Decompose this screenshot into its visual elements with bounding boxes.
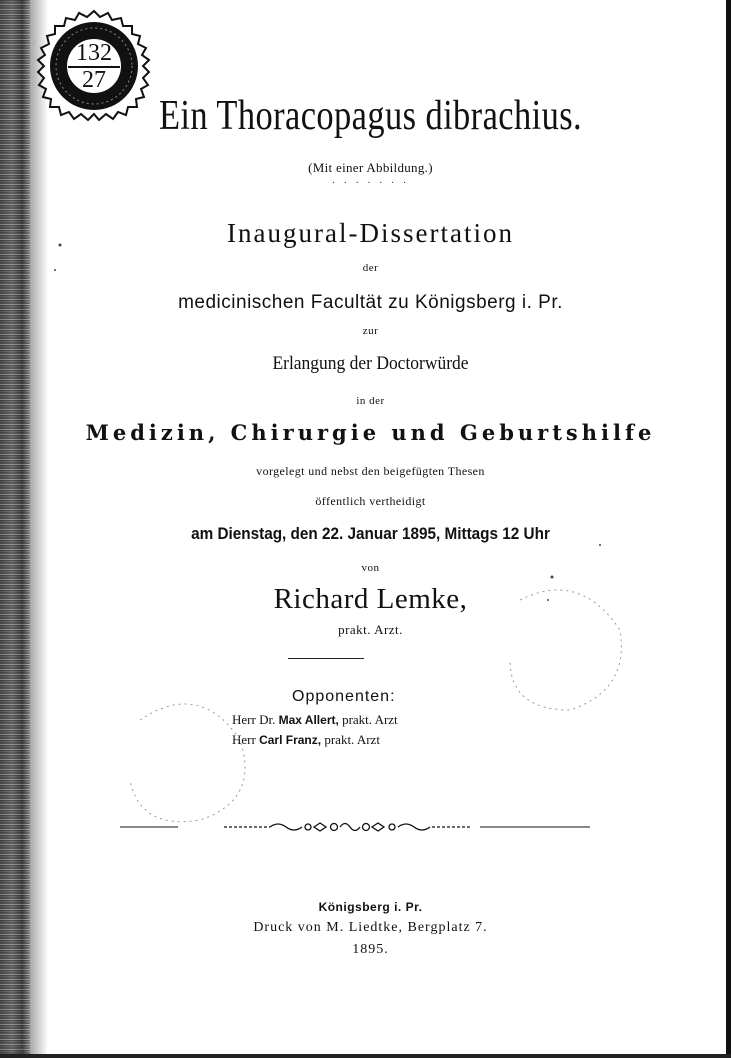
faculty-line: medicinischen Facultät zu Königsberg i. Pr. xyxy=(178,292,563,313)
ornamental-rule-icon xyxy=(120,812,590,842)
imprint-printer: Druck von M. Liedtke, Bergplatz 7. xyxy=(253,920,488,935)
degree-line: Erlangung der Doctorwürde xyxy=(272,353,469,374)
connector-in-der: in der xyxy=(356,395,385,407)
defense-date: am Dienstag, den 22. Januar 1895, Mittags 12 Uhr xyxy=(191,524,550,543)
page-bottom-border xyxy=(0,1054,731,1058)
opponent-name: Max Allert, xyxy=(278,713,339,727)
page-right-border xyxy=(726,0,731,1058)
author-name: Richard Lemke, xyxy=(273,583,468,615)
opponent-suffix: prakt. Arzt xyxy=(324,732,380,747)
defended-line: öffentlich vertheidigt xyxy=(315,494,426,508)
author-title: prakt. Arzt. xyxy=(338,622,403,637)
connector-von: von xyxy=(361,562,380,574)
opponent-item xyxy=(232,732,380,748)
opponent-prefix: Herr xyxy=(232,732,256,747)
submitted-line: vorgelegt und nebst den beigefügten Thesen xyxy=(256,464,485,478)
opponent-name: Carl Franz, xyxy=(259,733,322,747)
dotted-separator: · · · · · · · xyxy=(331,178,410,189)
opponent-item xyxy=(232,712,398,728)
connector-der: der xyxy=(362,262,379,274)
opponents-heading: Opponenten: xyxy=(292,688,396,705)
subtitle: (Mit einer Abbildung.) xyxy=(308,160,433,175)
connector-zur: zur xyxy=(362,325,379,337)
stamp-number-bottom: 27 xyxy=(82,67,106,93)
opponent-suffix: prakt. Arzt xyxy=(342,712,398,727)
stamp-number-top: 132 xyxy=(76,40,112,66)
imprint-year: 1895. xyxy=(352,942,389,957)
opponent-prefix: Herr Dr. xyxy=(232,712,276,727)
fields-line: Medizin, Chirurgie und Geburtshilfe xyxy=(85,420,656,445)
imprint-city: Königsberg i. Pr. xyxy=(318,900,423,914)
document-title: Ein Thoracopagus dibrachius. xyxy=(158,93,583,139)
dissertation-heading: Inaugural-Dissertation xyxy=(227,218,514,248)
book-spine-edge xyxy=(0,0,30,1058)
short-divider xyxy=(288,658,364,659)
